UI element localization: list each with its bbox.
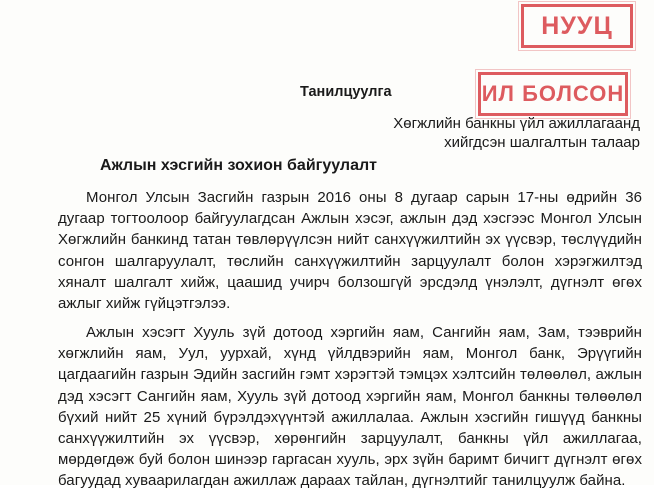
secret-stamp: НУУЦ [521, 4, 633, 48]
document-title: Танилцуулга [300, 84, 392, 100]
declassified-stamp: ИЛ БОЛСОН [478, 72, 628, 116]
paragraph: Монгол Улсын Засгийн газрын 2016 оны 8 дугаар сарын 17-ны өдрийн 36 дугаар тогтоолоор байгуулагдсан Ажлын хэсэг, ажлын дэд хэсгээс Монгол Улсын Хөгжлийн банкинд татан төвлөрүүлсэн нийт санхүүжилтийн эх үүсвэр, төслүүдийн сонгон шалгаруулалт, төслийн санхүүжилтийн зарцуулалт болон хэрэгжилтэд хяналт шалгалт хийж, цаашид учирч болзошгүй эрсдэлд үнэлэлт, дүгнэлт өгөх ажлыг хийж гүйцэтгэлээ. [58, 189, 642, 313]
section-heading: Ажлын хэсгийн зохион байгуулалт [100, 157, 377, 174]
document-subtitle: Хөгжлийн банкны үйл ажиллагаанд хийгдсэн шалгалтын талаар [393, 115, 640, 151]
paragraph: Ажлын хэсэгт Хууль зүй дотоод хэргийн яам, Сангийн яам, Зам, тээврийн хөгжлийн яам, Уул, уурхай, хүнд үйлдвэрийн яам, Монгол банк, Эрүүгийн цагдаагийн газрын Эдийн засгийн гэмт хэрэгтэй тэмцэх хэлтсийн төлөөлөл, ажлын дэд хэсэгт Сангийн яам, Хууль зүй дотоод хэргийн яам, Монгол банкны төлөөлөл бүхий нийт 25 хүний бүрэлдэхүүнтэй ажиллалаа. Ажлын хэсгийн гишүүд банкны санхүүжилтийн эх үүсвэр, хөрөнгийн зарцуулалт, банкны үйл ажиллагаа, мөрдөгдөж буй болон шинээр гаргасан хууль, эрх зүйн баримт бичигт дүгнэлт өгөх багуудад хуваарилагдан ажиллаж дараах тайлан, дүгнэлтийг танилцуулж байна. [58, 324, 642, 490]
